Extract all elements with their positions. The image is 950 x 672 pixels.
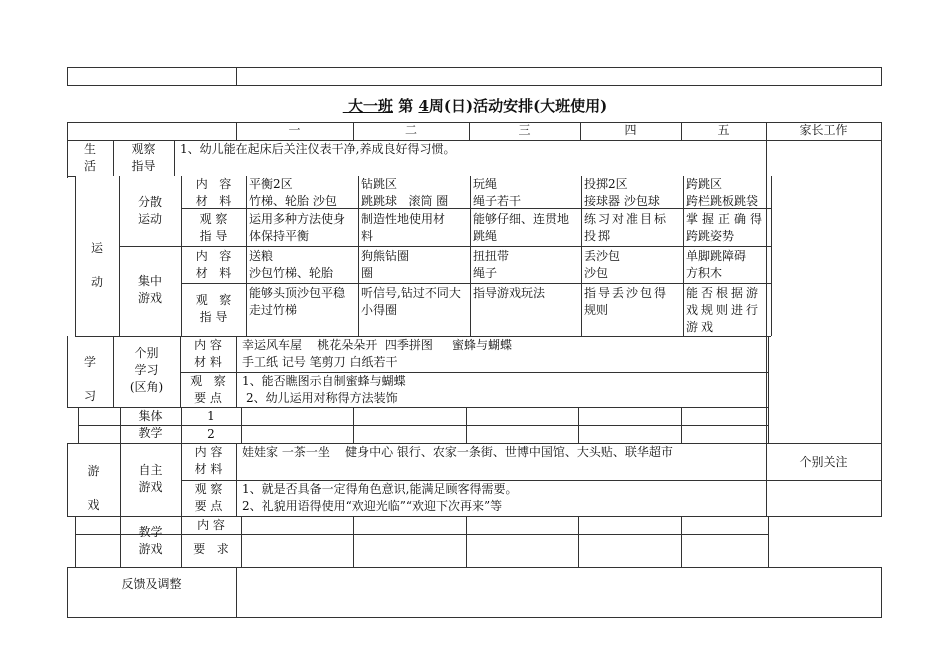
individual-content: 幸运风车屋 桃花朵朵开 四季拼图 蜜蜂与蝴蝶 手工纸 记号 笔剪刀 白纸若干 — [242, 338, 512, 369]
day-header-1: 一 — [288, 123, 301, 137]
grid-line — [236, 567, 237, 617]
scattered-guide-4: 练习对准目标 投掷 — [584, 212, 669, 243]
grid-line — [181, 283, 771, 284]
scattered-guide-label: 观 察 指 导 — [199, 212, 228, 243]
scattered-guide-1: 运用多种方法使身 体保持平衡 — [249, 212, 346, 243]
individual-study-name: 个别 学习 (区角) — [129, 346, 164, 394]
top-empty-row — [67, 67, 882, 86]
grid-line — [358, 176, 359, 336]
grid-line — [681, 516, 682, 567]
scattered-guide-5: 掌握正确得 跨跳姿势 — [686, 212, 767, 243]
teaching-content-label: 内 容 — [197, 518, 225, 532]
scattered-guide-3: 能够仔细、连贯地 跳绳 — [473, 212, 570, 243]
scattered-content-4: 投掷2区 接球器 沙包球 — [584, 177, 660, 208]
grid-line — [174, 140, 175, 176]
individual-obs-label: 观 察 要 点 — [190, 374, 226, 405]
life-label: 生 活 — [83, 142, 96, 173]
grid-line — [768, 407, 769, 443]
group-content-4: 丢沙包 沙包 — [584, 249, 621, 280]
grid-line — [67, 617, 882, 618]
day-header-2: 二 — [404, 123, 417, 137]
collective-row-2: 2 — [207, 427, 215, 441]
grid-line — [768, 516, 769, 567]
grid-line — [241, 516, 242, 567]
scattered-guide-2: 制造性地使用材 料 — [361, 212, 446, 243]
day-header-4: 四 — [624, 123, 637, 137]
life-observe-label: 观察 指导 — [131, 142, 156, 173]
grid-line — [75, 516, 76, 567]
grid-line — [881, 567, 882, 617]
group-content-3: 扭扭带 绳子 — [473, 249, 510, 280]
scattered-content-1: 平衡2区 竹梯、轮胎 沙包 — [249, 177, 337, 208]
day-header-5: 五 — [717, 123, 730, 137]
grid-line — [119, 246, 771, 247]
collective-row-1: 1 — [207, 409, 215, 423]
top-row-divider — [236, 67, 237, 86]
collective-teaching-name: 集体 教学 — [138, 409, 163, 440]
self-content: 娃娃家 一茶一坐 健身中心 银行、农家一条街、世博中国馆、大头贴、联华超市 — [242, 445, 673, 459]
grid-line — [67, 176, 75, 177]
group-guide-5: 能否根据游 戏规则进行 游戏 — [686, 286, 762, 334]
day-header-3: 三 — [518, 123, 531, 137]
teaching-require-label: 要 求 — [193, 542, 229, 556]
scattered-sport-name: 分散 运动 — [137, 195, 162, 226]
group-content-5: 单脚跳障碍 方积木 — [686, 249, 747, 280]
grid-line — [581, 176, 582, 336]
individual-points: 1、能否瞧图示自制蜜蜂与蝴蝶 2、幼儿运用对称得方法装饰 — [242, 374, 406, 405]
grid-line — [683, 176, 684, 336]
self-content-label: 内 容 材 料 — [194, 445, 223, 476]
parent-work-header: 家长工作 — [799, 123, 848, 137]
group-guide-4: 指导丢沙包得 规则 — [584, 286, 669, 317]
self-game-name: 自主 游戏 — [138, 463, 163, 494]
group-content-label: 内 容 材 料 — [195, 249, 232, 280]
grid-line — [771, 176, 772, 336]
study-label: 学 习 — [83, 355, 96, 403]
group-game-name: 集中 游戏 — [137, 274, 162, 305]
grid-line — [881, 122, 882, 443]
life-text: 1、幼儿能在起床后关注仪表干净,养成良好得习惯。 — [180, 142, 456, 156]
page-title: 大一班 第 4周(日)活动安排(大班使用) — [347, 97, 608, 115]
grid-line — [578, 516, 579, 567]
individual-content-label: 内 容 材 料 — [194, 338, 222, 369]
grid-line — [766, 480, 882, 481]
feedback-label: 反馈及调整 — [121, 577, 182, 591]
game-label: 游 戏 — [87, 464, 100, 512]
group-guide-label: 观 察 指 导 — [195, 293, 232, 324]
group-guide-2: 听信号,钻过不同大 小得圈 — [361, 286, 461, 317]
grid-line — [246, 176, 247, 336]
group-guide-1: 能够头顶沙包平稳 走过竹梯 — [249, 286, 346, 317]
individual-attention-header: 个别关注 — [799, 455, 848, 469]
group-guide-3: 指导游戏玩法 — [473, 286, 546, 300]
self-obs-label: 观 察 要 点 — [194, 482, 223, 513]
scattered-content-label: 内 容 材 料 — [195, 177, 232, 208]
scattered-content-5: 跨跳区 跨栏跳板跳袋 — [686, 177, 759, 208]
grid-line — [353, 516, 354, 567]
group-content-2: 狗熊钻圈 圈 — [361, 249, 410, 280]
teaching-game-name: 教学 游戏 — [138, 525, 163, 556]
group-content-1: 送粮 沙包竹梯、轮胎 — [249, 249, 334, 280]
grid-line — [768, 336, 769, 407]
grid-line — [67, 567, 882, 568]
grid-line — [466, 516, 467, 567]
sport-label: 运 动 — [90, 241, 103, 289]
self-points: 1、就是否具备一定得角色意识,能满足顾客得需要。 2、礼貌用语得使用“欢迎光临”“欢迎下次再来”等 — [242, 482, 518, 513]
scattered-content-2: 钻跳区 跳跳球 滚筒 圈 — [361, 177, 449, 208]
scattered-content-3: 玩绳 绳子若干 — [473, 177, 522, 208]
grid-line — [470, 176, 471, 336]
